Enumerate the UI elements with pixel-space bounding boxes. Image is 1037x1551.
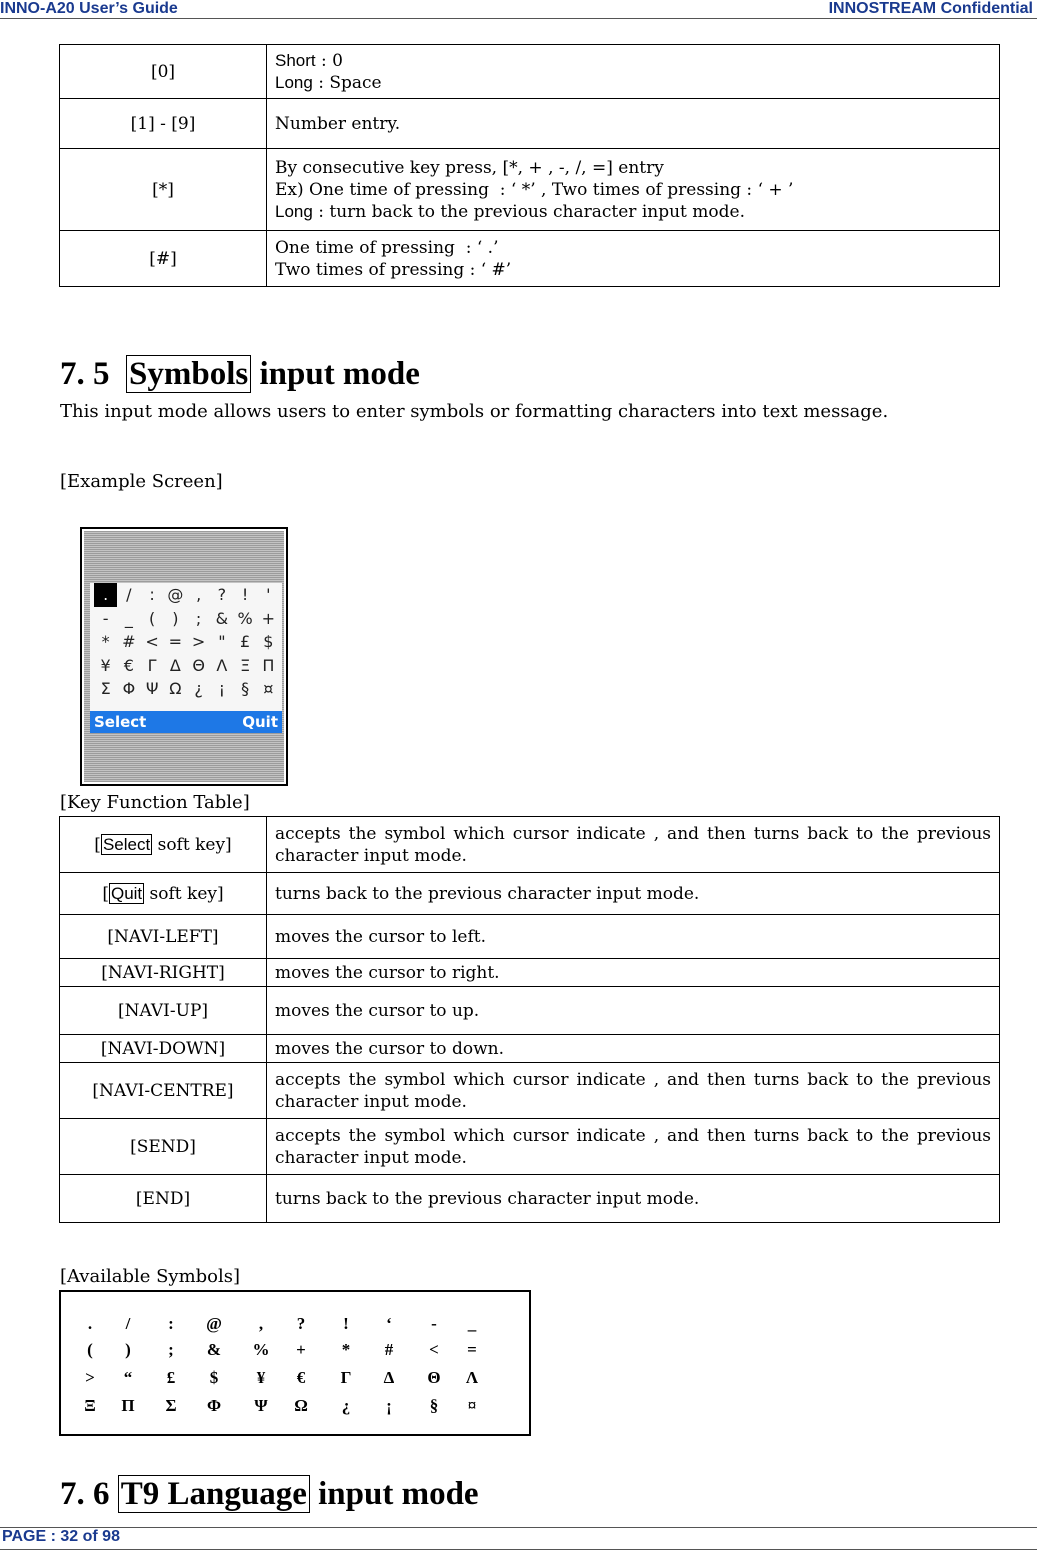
description-cell (267, 99, 1000, 149)
available-symbol: - (431, 1314, 437, 1333)
key-label: [ (94, 834, 101, 855)
symbol-cell[interactable]: ¥ (100, 655, 111, 675)
description-cell: accepts the symbol which cursor indicate , and then turns back to the previous character input mode. (267, 1063, 1000, 1119)
line-text: Ex) One time of pressing : ‘ *’ , Two times of pressing : ‘ + ’ (275, 179, 794, 200)
symbol-cell[interactable]: £ (240, 632, 251, 651)
line-text: One time of pressing : ‘ .’ (275, 237, 499, 258)
available-symbol: ¿ (341, 1396, 351, 1415)
intro-paragraph: This input mode allows users to enter symbols or formatting characters into text message. (60, 401, 889, 422)
description-cell: moves the cursor to left. (267, 915, 1000, 959)
available-symbol: § (429, 1396, 439, 1415)
available-symbol: @ (206, 1314, 222, 1333)
available-symbol: $ (209, 1368, 219, 1387)
available-symbol: _ (467, 1314, 477, 1333)
available-symbol: ) (125, 1340, 131, 1359)
symbol-cell[interactable]: ! (241, 585, 249, 604)
available-symbol: ? (296, 1314, 306, 1333)
symbol-cell[interactable]: + (261, 608, 276, 628)
symbol-cell[interactable]: § (241, 679, 250, 698)
available-symbol: “ (123, 1368, 133, 1387)
symbol-cell[interactable]: @ (167, 585, 184, 604)
section-keyword: Symbols (126, 355, 251, 393)
available-symbol: Θ (427, 1368, 441, 1387)
line-text: : 0 (315, 50, 343, 71)
bold-term: Short (275, 50, 316, 70)
line-text: Two times of pressing : ‘ #’ (275, 259, 512, 280)
table-row (60, 987, 1000, 1035)
description-line (275, 259, 991, 281)
key-label-suffix: soft key] (152, 834, 232, 855)
key-cell (60, 1119, 267, 1175)
table-row (60, 1063, 1000, 1119)
description-cell: accepts the symbol which cursor indicate , and then turns back to the previous character input mode. (267, 817, 1000, 873)
symbol-cell[interactable]: < (145, 632, 159, 651)
line-text: : Space (312, 72, 382, 93)
table-row (60, 1035, 1000, 1063)
available-symbols-box (59, 1290, 531, 1436)
symbol-cell[interactable]: Σ (100, 679, 111, 698)
header-confidential: INNOSTREAM Confidential (828, 0, 1033, 17)
symbol-cell[interactable]: Λ (216, 655, 228, 675)
table-row (60, 1119, 1000, 1175)
description-line (275, 113, 991, 135)
symbol-cell[interactable]: Π (262, 655, 275, 675)
symbol-cell[interactable]: , (196, 585, 202, 604)
symbol-cell[interactable]: ¤ (263, 679, 274, 698)
section-number: 7. 6 (60, 1476, 118, 1512)
key-function-table-label: [Key Function Table] (60, 792, 250, 813)
available-symbol: Δ (383, 1368, 395, 1387)
section-keyword: T9 Language (118, 1475, 310, 1513)
description-cell: accepts the symbol which cursor indicate , and then turns back to the previous character input mode. (267, 1119, 1000, 1175)
available-symbol: Ψ (254, 1396, 268, 1415)
description-line (275, 179, 991, 201)
symbol-cell[interactable]: ' (266, 585, 271, 604)
soft-key-name: Select (102, 834, 151, 854)
key-cell (60, 873, 267, 915)
header-rule (0, 18, 1037, 19)
table-row (60, 915, 1000, 959)
bold-term: Long (275, 201, 313, 221)
symbol-grid (94, 583, 280, 701)
available-symbol: # (384, 1340, 394, 1359)
symbol-cell[interactable]: Φ (122, 679, 136, 698)
section-title-rest: input mode (251, 356, 420, 392)
key-cell: [#] (60, 231, 267, 287)
table-row (60, 149, 1000, 231)
key-label: [NAVI-DOWN] (100, 1038, 226, 1059)
key-label: [END] (135, 1188, 191, 1209)
available-symbol: * (341, 1340, 351, 1359)
quit-soft-key[interactable]: Quit (242, 713, 278, 731)
available-symbol: . (87, 1314, 93, 1333)
available-symbol: > (85, 1368, 95, 1387)
symbol-cell[interactable]: = (168, 632, 183, 651)
key-cell: [*] (60, 149, 267, 231)
available-symbol: & (206, 1340, 222, 1359)
section-heading-7-6 (60, 1476, 479, 1513)
description-cell: turns back to the previous character input mode. (267, 873, 1000, 915)
available-symbols-label: [Available Symbols] (60, 1266, 241, 1287)
key-cell (60, 1063, 267, 1119)
description-cell (267, 231, 1000, 287)
key-cell (60, 987, 267, 1035)
description-line (275, 50, 991, 72)
description-cell (267, 149, 1000, 231)
description-line (275, 157, 991, 179)
key-function-table (59, 816, 1000, 1223)
symbol-cell[interactable]: ? (217, 585, 227, 604)
symbol-cell[interactable]: Ψ (145, 679, 159, 698)
symbol-cell[interactable]: & (215, 608, 229, 628)
example-screen-label: [Example Screen] (60, 471, 223, 492)
key-cell (60, 1035, 267, 1063)
key-cell (60, 1175, 267, 1223)
soft-key-name: Quit (110, 883, 143, 903)
available-symbol: ‘ (386, 1314, 392, 1333)
symbol-cell[interactable]: ) (172, 608, 179, 628)
available-symbol: ! (343, 1314, 349, 1333)
table-row (60, 873, 1000, 915)
header-doc-title: INNO-A20 User’s Guide (0, 0, 178, 17)
available-symbol: Π (121, 1396, 135, 1415)
table-row (60, 1175, 1000, 1223)
select-soft-key[interactable]: Select (94, 713, 147, 731)
symbol-cell[interactable]: : (149, 585, 155, 604)
symbol-cell[interactable]: Θ (192, 655, 205, 675)
available-symbol: Φ (206, 1396, 222, 1415)
available-symbol: Γ (340, 1368, 352, 1387)
description-line (275, 237, 991, 259)
symbol-cell[interactable]: Γ (147, 655, 157, 675)
table-row (60, 231, 1000, 287)
symbol-cell[interactable]: / (126, 585, 132, 604)
soft-key-bar (90, 711, 282, 733)
available-symbol: % (252, 1340, 270, 1359)
available-symbol: , (258, 1314, 264, 1333)
phone-display (84, 531, 284, 782)
available-symbol: = (467, 1340, 477, 1359)
symbol-cell[interactable]: * (101, 632, 110, 651)
symbol-cell[interactable]: > (191, 632, 206, 651)
line-text: Number entry. (275, 113, 401, 134)
symbol-cell[interactable]: ; (195, 608, 202, 628)
key-label-suffix: soft key] (144, 883, 224, 904)
available-symbol: Σ (165, 1396, 177, 1415)
line-text: By consecutive key press, [*, + , -, /, =] entry (275, 157, 664, 178)
symbol-cell[interactable]: ( (149, 608, 156, 628)
footer-rule-bottom (0, 1549, 1037, 1550)
available-symbol: : (168, 1314, 174, 1333)
section-title-rest: input mode (309, 1476, 479, 1512)
description-cell: moves the cursor to right. (267, 959, 1000, 987)
table-row (60, 959, 1000, 987)
key-label: [NAVI-CENTRE] (92, 1080, 234, 1101)
symbol-cell[interactable]: € (123, 655, 134, 675)
key-label: [NAVI-RIGHT] (101, 962, 225, 983)
key-cell (60, 959, 267, 987)
symbol-cell[interactable]: Δ (169, 655, 181, 675)
table-row (60, 99, 1000, 149)
symbol-cell[interactable]: Ω (169, 679, 182, 698)
key-label: [NAVI-UP] (117, 1000, 209, 1021)
page-number: PAGE : 32 of 98 (2, 1528, 120, 1545)
available-symbol: Λ (465, 1368, 479, 1387)
symbol-cell[interactable]: Ξ (240, 655, 251, 675)
symbol-cell-selected[interactable]: . (94, 583, 117, 607)
bold-term: Long (275, 72, 313, 92)
description-line (275, 201, 991, 223)
symbol-cell[interactable]: % (237, 608, 253, 628)
description-cell (267, 45, 1000, 99)
available-symbol: ( (87, 1340, 93, 1359)
table-row (60, 817, 1000, 873)
symbol-cell[interactable]: $ (263, 632, 274, 651)
description-cell: moves the cursor to down. (267, 1035, 1000, 1063)
available-symbol: ; (168, 1340, 174, 1359)
symbol-cell[interactable]: ¡ (218, 679, 226, 698)
available-symbol: ¤ (467, 1396, 477, 1415)
description-cell: moves the cursor to up. (267, 987, 1000, 1035)
available-symbol: ¡ (386, 1396, 392, 1415)
description-line (275, 72, 991, 94)
footer-rule-top (0, 1527, 1037, 1528)
table-row (60, 45, 1000, 99)
available-symbol: € (296, 1368, 306, 1387)
symbol-cell[interactable]: - (102, 608, 109, 628)
key-cell (60, 915, 267, 959)
line-text: : turn back to the previous character input mode. (312, 201, 745, 222)
key-label: [NAVI-LEFT] (107, 926, 219, 947)
available-symbol: + (296, 1340, 306, 1359)
symbol-cell[interactable]: " (218, 632, 226, 651)
symbol-cell[interactable]: _ (124, 608, 133, 628)
available-symbol: ¥ (256, 1368, 266, 1387)
key-cell: [0] (60, 45, 267, 99)
section-number: 7. 5 (60, 356, 110, 392)
key-label: [ (102, 883, 109, 904)
available-symbol: Ξ (84, 1396, 96, 1415)
symbol-cell[interactable]: ¿ (194, 679, 203, 698)
description-cell: turns back to the previous character input mode. (267, 1175, 1000, 1223)
available-symbol: Ω (294, 1396, 308, 1415)
symbol-cell[interactable]: # (122, 632, 136, 651)
available-symbol: £ (166, 1368, 176, 1387)
key-cell: [1] - [9] (60, 99, 267, 149)
key-label: [SEND] (130, 1136, 196, 1157)
available-symbol: / (125, 1314, 131, 1333)
available-symbol: < (429, 1340, 439, 1359)
key-table-top (59, 44, 1000, 287)
section-heading-7-5 (60, 356, 420, 393)
key-cell (60, 817, 267, 873)
phone-example-screen (80, 527, 288, 786)
